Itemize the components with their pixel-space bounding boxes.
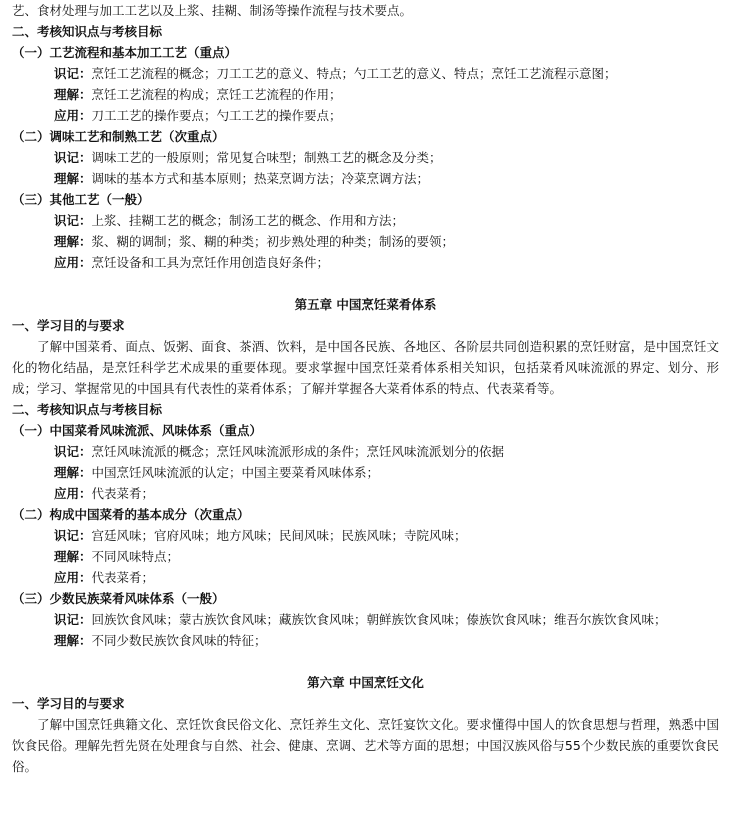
objective-label: 理解： <box>54 234 92 249</box>
unit-heading: （一）工艺流程和基本加工工艺（重点） <box>12 45 238 60</box>
objective-item <box>12 630 719 651</box>
section-heading-assessment: 二、考核知识点与考核目标 <box>12 24 163 39</box>
section-heading-goals: 一、学习目的与要求 <box>12 318 125 333</box>
spacer <box>12 651 719 672</box>
objective-item <box>12 609 719 630</box>
objective-item <box>12 147 719 168</box>
objective-label: 理解： <box>54 171 92 186</box>
objective-item <box>12 252 719 273</box>
objective-text: 不同风味特点； <box>91 549 180 564</box>
objective-label: 识记： <box>54 612 92 627</box>
objective-item <box>12 483 719 504</box>
objective-text: 烹饪工艺流程的概念；刀工工艺的意义、特点；勺工工艺的意义、特点；烹饪工艺流程示意图； <box>91 66 617 81</box>
objective-label: 理解： <box>54 465 92 480</box>
section-heading-assessment: 二、考核知识点与考核目标 <box>12 402 163 417</box>
objective-text: 烹饪风味流派的概念；烹饪风味流派形成的条件；烹饪风味流派划分的依据 <box>91 444 505 459</box>
objective-item <box>12 525 719 546</box>
objective-label: 识记： <box>54 150 92 165</box>
chapter-title: 第六章 中国烹饪文化 <box>307 675 424 690</box>
objective-item <box>12 63 719 84</box>
objective-item <box>12 441 719 462</box>
objective-text: 宫廷风味；官府风味；地方风味；民间风味；民族风味；寺院风味； <box>91 528 467 543</box>
objective-text: 中国烹饪风味流派的认定；中国主要菜肴风味体系； <box>91 465 380 480</box>
objective-label: 理解： <box>54 633 92 648</box>
spacer <box>12 273 719 294</box>
objective-label: 应用： <box>54 570 92 585</box>
objective-item <box>12 546 719 567</box>
chapter-title: 第五章 中国烹饪菜肴体系 <box>294 297 437 312</box>
objective-label: 应用： <box>54 255 92 270</box>
unit-heading: （三）其他工艺（一般） <box>12 192 150 207</box>
objective-text: 不同少数民族饮食风味的特征； <box>91 633 267 648</box>
objective-text: 代表菜肴； <box>91 486 155 501</box>
objective-label: 应用： <box>54 108 92 123</box>
objective-text: 刀工工艺的操作要点；勺工工艺的操作要点； <box>91 108 342 123</box>
objective-text: 代表菜肴； <box>91 570 155 585</box>
objective-text: 烹饪工艺流程的构成；烹饪工艺流程的作用； <box>91 87 342 102</box>
objective-label: 识记： <box>54 528 92 543</box>
objective-label: 识记： <box>54 213 92 228</box>
objective-label: 识记： <box>54 444 92 459</box>
unit-heading: （一）中国菜肴风味流派、风味体系（重点） <box>12 423 263 438</box>
objective-label: 理解： <box>54 87 92 102</box>
objective-item <box>12 84 719 105</box>
objective-item <box>12 168 719 189</box>
objective-text: 调味工艺的一般原则；常见复合味型；制熟工艺的概念及分类； <box>91 150 442 165</box>
objective-label: 理解： <box>54 549 92 564</box>
unit-heading: （二）构成中国菜肴的基本成分（次重点） <box>12 507 250 522</box>
unit-heading: （二）调味工艺和制熟工艺（次重点） <box>12 129 225 144</box>
intro-paragraph: 了解中国烹饪典籍文化、烹饪饮食民俗文化、烹饪养生文化、烹饪宴饮文化。要求懂得中国人的饮食思想与哲理，熟悉中国饮食民俗。理解先哲先贤在处理食与自然、社会、健康、烹调、艺术等方面的思想；中国汉族风俗与55个少数民族的重要饮食民俗。 <box>12 717 719 774</box>
continuation-text: 艺、食材处理与加工工艺以及上浆、挂糊、制汤等操作流程与技术要点。 <box>12 3 413 18</box>
objective-item <box>12 231 719 252</box>
objective-label: 应用： <box>54 486 92 501</box>
objective-item <box>12 210 719 231</box>
objective-text: 上浆、挂糊工艺的概念；制汤工艺的概念、作用和方法； <box>91 213 405 228</box>
objective-label: 识记： <box>54 66 92 81</box>
objective-item <box>12 567 719 588</box>
objective-text: 浆、糊的调制；浆、糊的种类；初步熟处理的种类；制汤的要领； <box>91 234 455 249</box>
objective-text: 烹饪设备和工具为烹饪作用创造良好条件； <box>91 255 330 270</box>
objective-item <box>12 462 719 483</box>
objective-text: 回族饮食风味；蒙古族饮食风味；藏族饮食风味；朝鲜族饮食风味；傣族饮食风味；维吾尔族饮食风味； <box>91 612 667 627</box>
objective-item <box>12 105 719 126</box>
unit-heading: （三）少数民族菜肴风味体系（一般） <box>12 591 225 606</box>
intro-paragraph: 了解中国菜肴、面点、饭粥、面食、茶酒、饮料，是中国各民族、各地区、各阶层共同创造积累的烹饪财富，是中国烹饪文化的物化结晶，是烹饪科学艺术成果的重要体现。要求掌握中国烹饪菜肴体系相关知识，包括菜肴风味流派的界定、划分、形成；学习、掌握常见的中国具有代表性的菜肴体系；了解并掌握各大菜肴体系的特点、代表菜肴等。 <box>12 339 719 396</box>
section-heading-goals: 一、学习目的与要求 <box>12 696 125 711</box>
objective-text: 调味的基本方式和基本原则；热菜烹调方法；冷菜烹调方法； <box>91 171 430 186</box>
